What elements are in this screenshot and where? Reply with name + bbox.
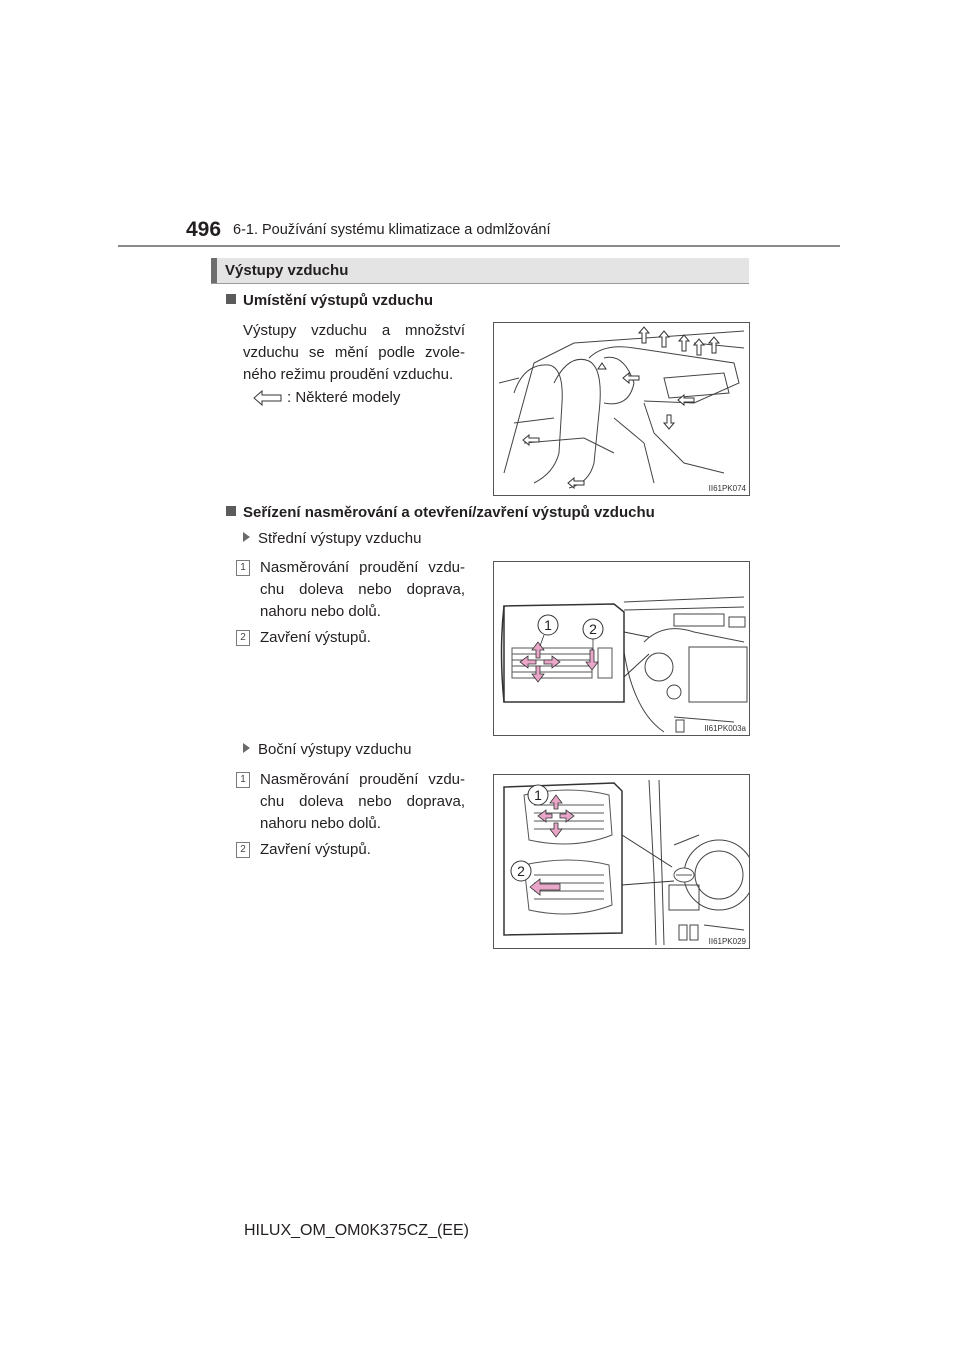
page-number: 496 [186, 218, 222, 241]
section-bar-marker [211, 258, 217, 283]
figure-outlet-locations [493, 322, 750, 496]
location-line-2: vzduchu se mění podle zvole- [243, 344, 465, 361]
adjust-heading-text: Seřízení nasměrování a otevření/zavření výstupů vzduchu [243, 504, 655, 521]
section-underline [211, 283, 749, 284]
footer-document-code: HILUX_OM_OM0K375CZ_(EE) [244, 1222, 469, 1239]
side-item1-line-1: Nasměrování proudění vzdu- [260, 771, 465, 788]
legend-arrow-icon [253, 389, 283, 407]
location-line-1: Výstupy vzduchu a množství [243, 322, 465, 339]
side-outlets-title [243, 741, 411, 758]
figure-callout: 1 [534, 787, 542, 803]
location-heading-text: Umístění výstupů vzduchu [243, 292, 434, 309]
center-item1-text [260, 557, 465, 623]
location-line-3: ného režimu proudění vzduchu. [243, 366, 454, 383]
chapter-title: 6-1. Používání systému klimatizace a odmlžování [233, 222, 551, 238]
side-outlets-title-text: Boční výstupy vzduchu [258, 741, 412, 758]
triangle-bullet-icon [243, 532, 250, 542]
legend [253, 389, 401, 412]
figure-code: II61PK003a [704, 724, 746, 733]
figure-callout: 1 [544, 617, 552, 633]
figure-callout: 2 [589, 621, 597, 637]
square-bullet-icon [226, 294, 236, 304]
center-item1-line-1: Nasměrování proudění vzdu- [260, 559, 465, 576]
location-heading [226, 292, 433, 309]
side-item1-text [260, 769, 465, 835]
adjust-heading [226, 504, 655, 521]
side-item1-line-3: nahoru nebo dolů. [260, 815, 381, 832]
step-number: 1 [236, 772, 250, 788]
square-bullet-icon [226, 506, 236, 516]
side-item1-line-2: chu doleva nebo doprava, [260, 793, 465, 810]
side-item2-text: Zavření výstupů. [260, 841, 371, 858]
center-item1-line-3: nahoru nebo dolů. [260, 603, 381, 620]
center-item2-text: Zavření výstupů. [260, 629, 371, 646]
figure-callout: 2 [517, 863, 525, 879]
center-item1-line-2: chu doleva nebo doprava, [260, 581, 465, 598]
step-number: 1 [236, 560, 250, 576]
center-vent-illustration [494, 562, 749, 735]
section-bar [211, 258, 749, 283]
step-number: 2 [236, 842, 250, 858]
center-outlets-title-text: Střední výstupy vzduchu [258, 530, 422, 547]
legend-text: : Některé modely [287, 389, 401, 406]
triangle-bullet-icon [243, 743, 250, 753]
section-title: Výstupy vzduchu [225, 262, 349, 279]
figure-code: II61PK029 [708, 937, 746, 946]
figure-code: II61PK074 [708, 484, 746, 493]
header-rule [118, 245, 840, 247]
step-number: 2 [236, 630, 250, 646]
location-text [243, 320, 465, 386]
figure-center-vents [493, 561, 750, 736]
figure-side-vents [493, 774, 750, 949]
side-vent-illustration [494, 775, 749, 948]
cabin-illustration [494, 323, 749, 495]
center-outlets-title [243, 530, 421, 547]
